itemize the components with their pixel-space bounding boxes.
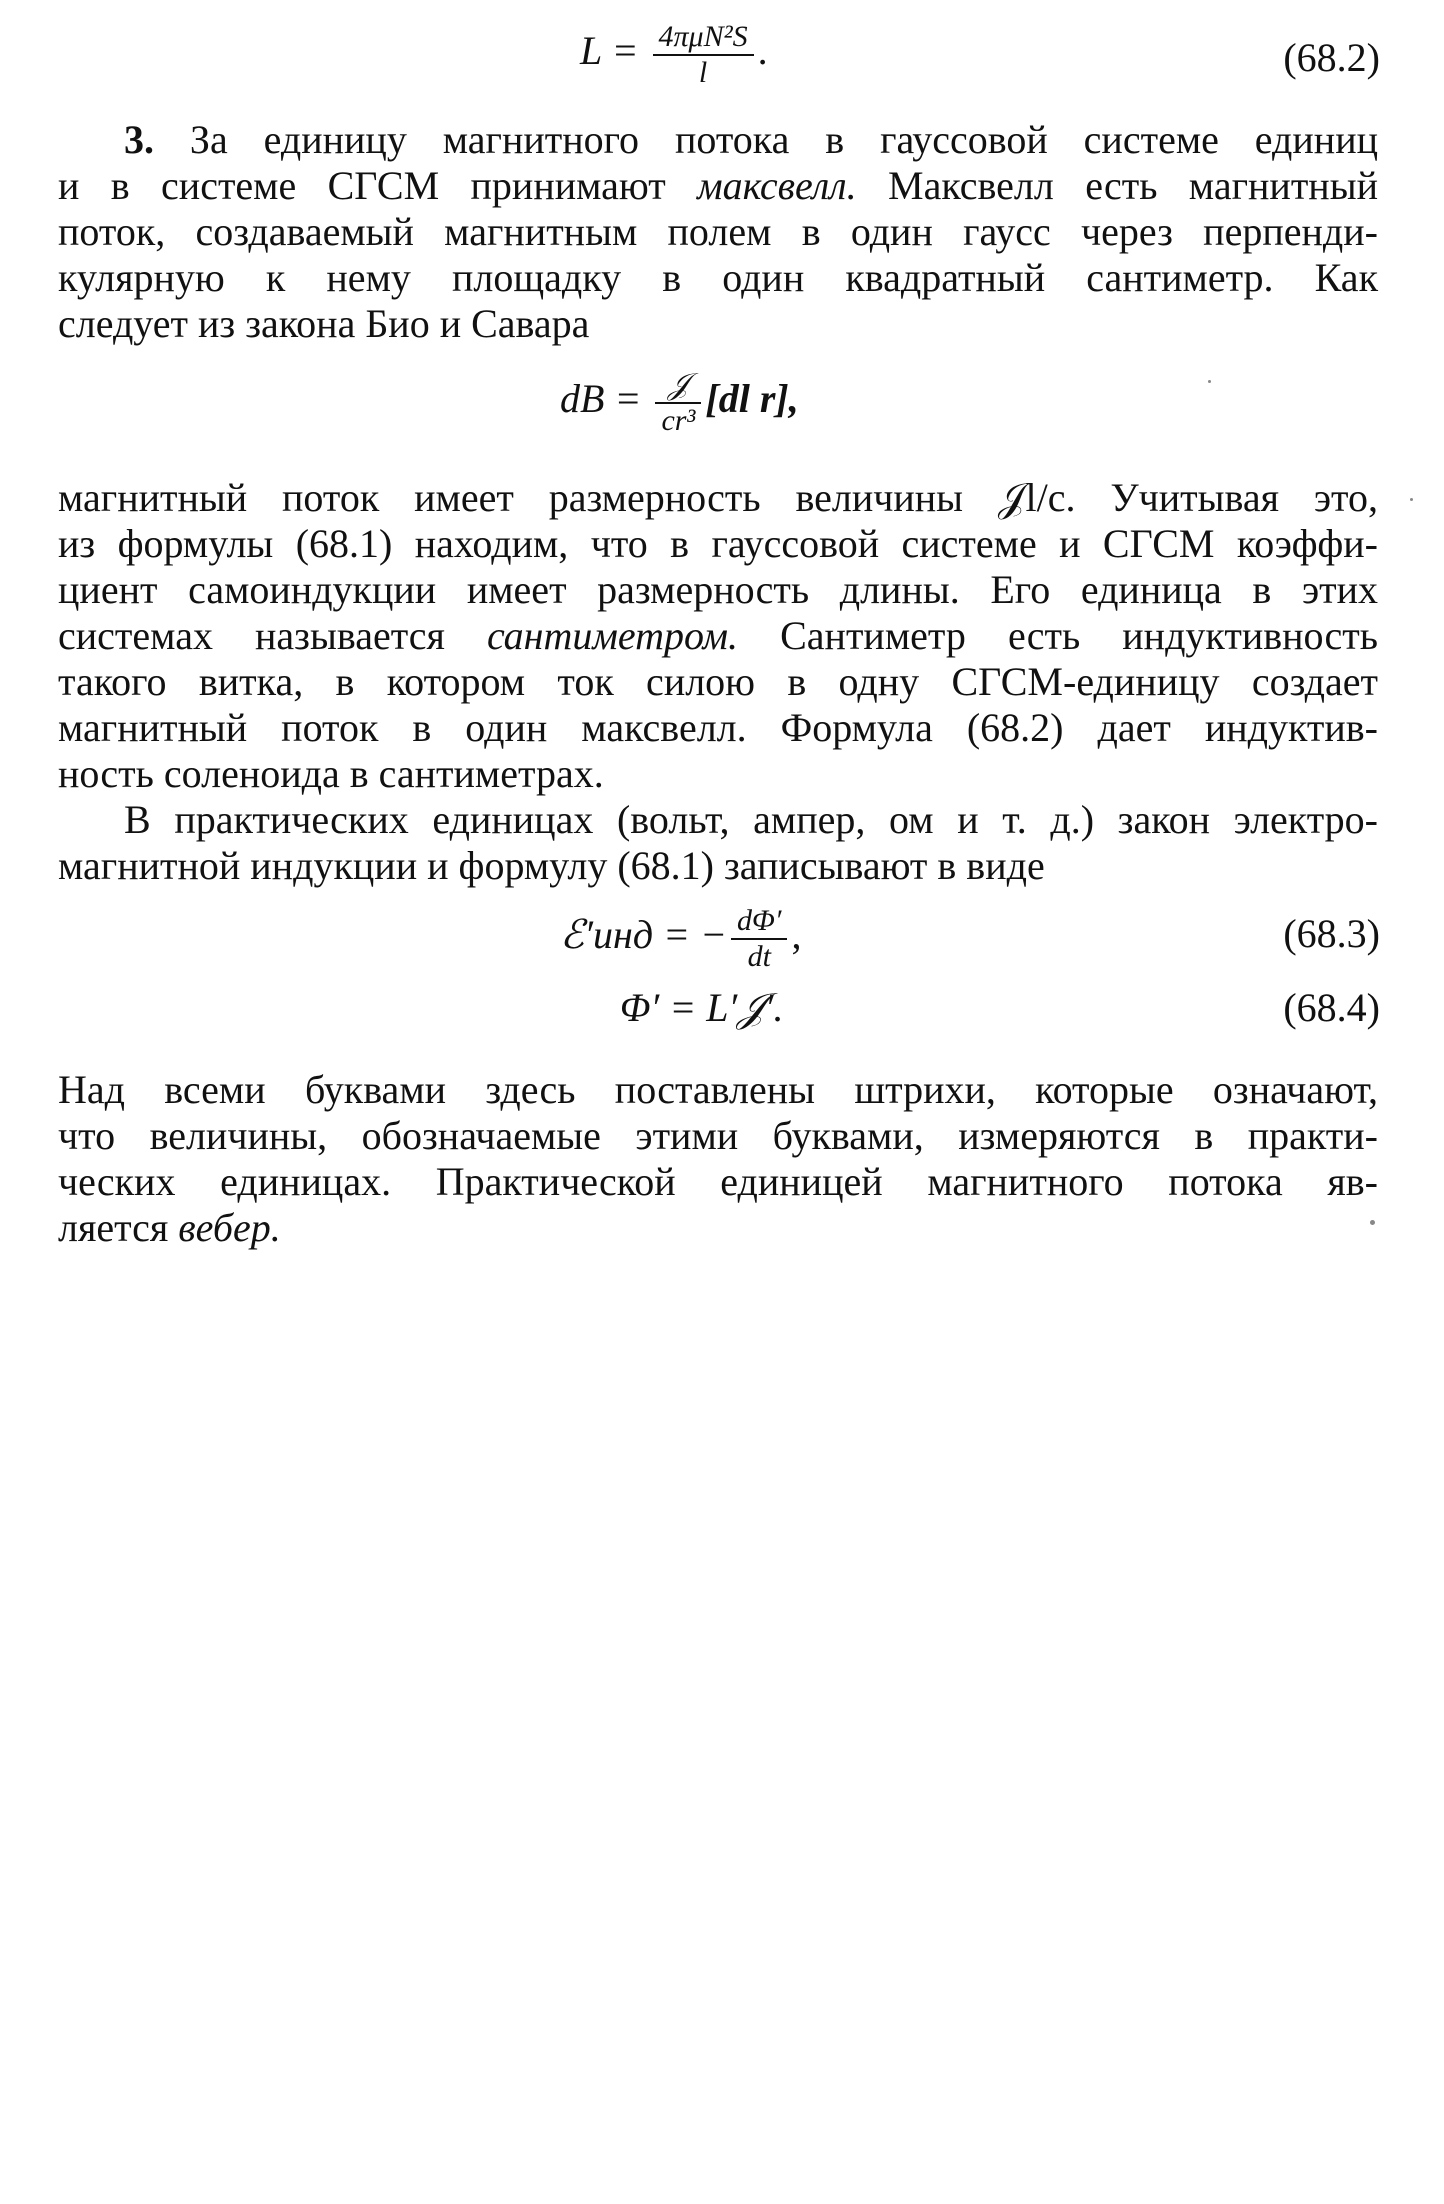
- fraction: [653, 20, 754, 90]
- scan-speck: [1208, 380, 1211, 383]
- fraction-denominator: l: [698, 56, 708, 89]
- para1-line2: и в системе СГСМ принимают максвелл. Максвелл есть магнитный: [58, 163, 1378, 208]
- para2-line5: такого витка, в котором ток силою в одну СГСМ-единицу создает: [58, 659, 1378, 704]
- fraction-denominator: cr³: [661, 404, 696, 437]
- term-weber: вебер.: [178, 1205, 281, 1250]
- para2-line4: системах называется сантиметром. Сантиметр есть индуктивность: [58, 613, 1378, 658]
- fraction-denominator: dt: [747, 940, 771, 973]
- fraction: [655, 368, 701, 438]
- para2-line6: магнитный поток в один максвелл. Формула (68.2) дает индуктив-: [58, 705, 1378, 750]
- formula-lhs: dB =: [560, 376, 652, 422]
- fraction: [731, 904, 787, 974]
- para1-line1: 3. За единицу магнитного потока в гауссовой системе единиц: [124, 117, 1378, 162]
- term-centimeter: сантиметром.: [486, 613, 739, 658]
- fraction-numerator: 𝒥: [655, 368, 701, 404]
- fraction-numerator: 4πμN²S: [653, 20, 754, 56]
- formula-lhs: L =: [580, 28, 649, 74]
- formula-68-2: [580, 20, 768, 90]
- scan-speck: [1370, 1220, 1375, 1225]
- para4-line4: ляется вебер.: [58, 1205, 281, 1250]
- para3-line1: В практических единицах (вольт, ампер, ом и т. д.) закон электро-: [124, 797, 1378, 842]
- term-maxwell: максвелл.: [697, 163, 857, 208]
- equation-number-68-2: (68.2): [1283, 35, 1380, 80]
- equation-number-68-4: (68.4): [1283, 985, 1380, 1030]
- equation-number-68-3: (68.3): [1283, 911, 1380, 956]
- para2-line1: магнитный поток имеет размерность величины 𝒥l/c. Учитывая это,: [58, 475, 1378, 520]
- formula-tail: .: [757, 28, 768, 74]
- para4-line1: Над всеми буквами здесь поставлены штрихи, которые означают,: [58, 1067, 1378, 1112]
- para1-line3: поток, создаваемый магнитным полем в один гаусс через перпенди-: [58, 209, 1378, 254]
- para2-line2: из формулы (68.1) находим, что в гауссовой системе и СГСМ коэффи-: [58, 521, 1378, 566]
- section-number: 3.: [124, 117, 154, 162]
- scan-speck: [1410, 498, 1413, 501]
- para1-line5: следует из закона Био и Савара: [58, 301, 590, 346]
- para3-line2: магнитной индукции и формулу (68.1) записывают в виде: [58, 843, 1045, 888]
- formula-biot-savart: [560, 368, 799, 438]
- para2-line3: циент самоиндукции имеет размерность длины. Его единица в этих: [58, 567, 1378, 612]
- formula-68-3: [560, 904, 801, 974]
- fraction-numerator: dΦ′: [731, 904, 787, 940]
- para4-line3: ческих единицах. Практической единицей магнитного потока яв-: [58, 1159, 1378, 1204]
- formula-tail: [dl r],: [705, 376, 799, 422]
- formula-tail: ,: [791, 912, 802, 958]
- formula-68-4: Φ′ = L′𝒥′.: [620, 985, 784, 1030]
- formula-lhs: ℰ′инд = −: [560, 912, 728, 958]
- para4-line2: что величины, обозначаемые этими буквами, измеряются в практи-: [58, 1113, 1378, 1158]
- para1-line4: кулярную к нему площадку в один квадратный сантиметр. Как: [58, 255, 1378, 300]
- para2-line7: ность соленоида в сантиметрах.: [58, 751, 604, 796]
